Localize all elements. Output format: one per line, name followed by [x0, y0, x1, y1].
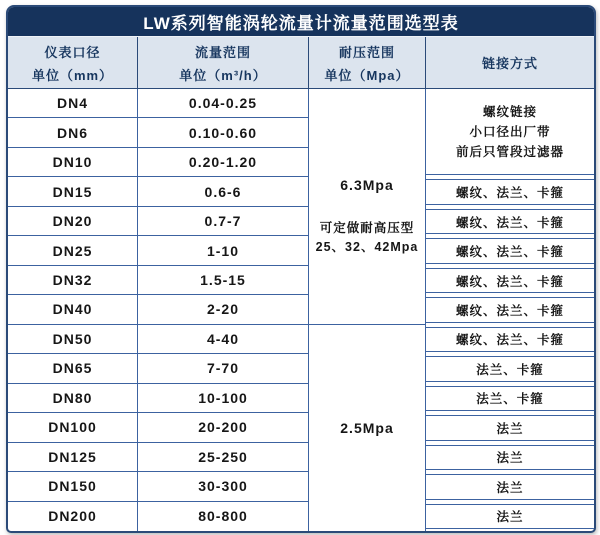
connection-cell: 法兰、卡箍: [426, 356, 594, 381]
header-connection-type: [426, 37, 594, 89]
connection-cell: 法兰: [426, 504, 594, 529]
pressure-cell-high: [309, 89, 426, 325]
header-pressure-range: [309, 37, 426, 89]
header-diameter-line1: 仪表口径: [44, 44, 101, 60]
connection-cell: 螺纹、法兰、卡箍: [426, 179, 594, 204]
connection-cell: 螺纹、法兰、卡箍: [426, 268, 594, 293]
header-flow-line2: 单位（m³/h）: [179, 67, 267, 83]
flow-cell: 0.10-0.60: [138, 118, 309, 147]
connection-cell: 螺纹、法兰、卡箍: [426, 209, 594, 234]
flow-cell: 0.04-0.25: [138, 89, 309, 118]
flow-cell: 80-800: [138, 502, 309, 531]
diameter-cell: DN100: [8, 413, 138, 442]
header-pressure-line2: 单位（Mpa）: [324, 67, 410, 83]
diameter-cell: DN25: [8, 236, 138, 265]
table-title: LW系列智能涡轮流量计流量范围选型表: [8, 7, 594, 37]
diameter-cell: DN65: [8, 354, 138, 383]
diameter-cell: DN200: [8, 502, 138, 531]
header-pressure-line1: 耐压范围: [338, 44, 395, 60]
connection-cell: 螺纹、法兰、卡箍: [426, 327, 594, 352]
flowmeter-selection-table: [6, 5, 596, 533]
flow-cell: 1-10: [138, 236, 309, 265]
flow-cell: 0.7-7: [138, 207, 309, 236]
pressure-value-low: 2.5Mpa: [340, 419, 394, 436]
diameter-cell: DN10: [8, 148, 138, 177]
header-flow-line1: 流量范围: [194, 44, 251, 60]
connection-merged-line1: 螺纹链接: [482, 104, 537, 119]
flow-cell: 0.6-6: [138, 177, 309, 206]
connection-cell: 螺纹、法兰、卡箍: [426, 238, 594, 263]
flow-cell: 7-70: [138, 354, 309, 383]
connection-cell: 法兰: [426, 415, 594, 440]
flow-cell: 30-300: [138, 472, 309, 501]
pressure-value-high: 6.3Mpa: [340, 176, 394, 193]
connection-merged-line3: 前后只管段过滤器: [455, 144, 564, 159]
diameter-cell: DN15: [8, 177, 138, 206]
diameter-cell: DN32: [8, 266, 138, 295]
header-diameter: [8, 37, 138, 89]
table-body: [8, 89, 594, 531]
flow-cell: 4-40: [138, 325, 309, 354]
flow-cell: 1.5-15: [138, 266, 309, 295]
diameter-cell: DN150: [8, 472, 138, 501]
pressure-note-line1: 可定做耐高压型: [319, 220, 415, 235]
flow-cell: 0.20-1.20: [138, 148, 309, 177]
diameter-cell: DN50: [8, 325, 138, 354]
diameter-cell: DN125: [8, 443, 138, 472]
connection-cell: 法兰: [426, 474, 594, 499]
header-flow-range: [138, 37, 309, 89]
connection-cell: 法兰: [426, 445, 594, 470]
table-header-row: [8, 37, 594, 89]
diameter-cell: DN6: [8, 118, 138, 147]
flow-cell: 20-200: [138, 413, 309, 442]
flow-cell: 10-100: [138, 384, 309, 413]
header-diameter-line2: 单位（mm）: [31, 67, 114, 83]
diameter-cell: DN4: [8, 89, 138, 118]
header-connection-line1: 链接方式: [481, 56, 538, 71]
diameter-cell: DN40: [8, 295, 138, 324]
flow-cell: 25-250: [138, 443, 309, 472]
diameter-cell: DN80: [8, 384, 138, 413]
connection-cell: 法兰、卡箍: [426, 386, 594, 411]
flow-cell: 2-20: [138, 295, 309, 324]
diameter-cell: DN20: [8, 207, 138, 236]
pressure-note-line2: 25、32、42Mpa: [315, 240, 419, 255]
connection-merged-line2: 小口径出厂带: [469, 124, 551, 139]
connection-cell: 螺纹、法兰、卡箍: [426, 297, 594, 322]
pressure-note: [316, 219, 419, 258]
connection-cell-merged: [426, 89, 594, 175]
pressure-cell-low: [309, 325, 426, 531]
